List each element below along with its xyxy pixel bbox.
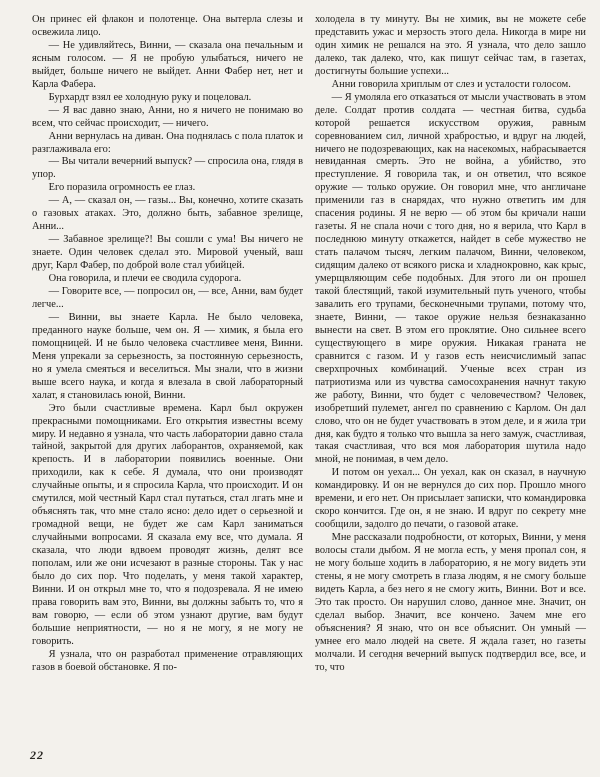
paragraph: Бурхардт взял ее холодную руку и поцеловал. xyxy=(48,91,252,103)
paragraph: И потом он уехал... Он уехал, как он сказал, в научную командировку. И он не вернулся до сих пор. Прошло много времени, и его нет. Он присылает записки, что командировка скоро кончится. Где он, я не знаю. И вдруг по секрету мне сообщили, задолго до печати, о газовой атаке. xyxy=(315,467,586,531)
paragraph: Анни говорила хриплым от слез и усталости голосом. xyxy=(331,78,571,90)
text-columns xyxy=(32,14,586,754)
page-number: 22 xyxy=(30,748,44,762)
paragraph: — Вы читали вечерний выпуск? — спросила она, глядя в упор. xyxy=(32,156,303,181)
right-column xyxy=(315,14,586,754)
paragraph: — Я вас давно знаю, Анни, но я ничего не понимаю во всем, что сейчас происходит, — ничего. xyxy=(32,104,303,129)
paragraph: Мне рассказали подробности, от которых, Винни, у меня волосы стали дыбом. Я не могла есть, у меня пропал сон, я не могу больше ходить в лабораторию, я не могу видеть эти стены, я не могу смотреть в глаза людям, я не смогу больше видеть Карла, а без него я не смогу жить, Винни. Вот и все. Это так просто. Он нарушил слово, данное мне. Значит, он сделал выбор. Значит, все кончено. Зачем мне его объяснения? Я знаю, что он все объяснит. Он умный — умнее его мало людей на свете. Я ждала газет, но газеты молчали. И сегодня вечерний выпуск подтвердил все, все, и то, что xyxy=(315,532,586,673)
paragraph: — Говорите все, — попросил он, — все, Анни, вам будет легче... xyxy=(32,286,303,310)
paragraph: Его поразила огромность ее глаз. xyxy=(48,182,196,194)
left-column xyxy=(32,14,303,754)
paragraph: Анни вернулась на диван. Она поднялась с пола платок и разглаживала его: xyxy=(32,130,303,155)
paragraph: — Я умоляла его отказаться от мысли участвовать в этом деле. Солдат против солдата — честная битва, судьба которой решается искусством оружия, равным соревнованием сил, личной храбростью, и вдруг на людей, ничего не подозревающих, как на насекомых, набрасывается невиданная смерть. Это не война, а убийство, это преступление. Я говорила так, и он ответил, что всякое оружие — только оружие. Он говорил мне, что англичане применили газ в снарядах, что нужно ответить им для спасения родины. Я не верю — об этом бы кричали наши газеты. Я не спала ночи с того дня, но я верила, что Карл в последнюю минуту откажется, найдет в себе мужество не стать палачом тысяч, легким палачом, Винни, человеком, сидящим далеко от всякого риска и хладнокровно, как крыс, умерщвляющим себе подобных. Для этого ли он прошел такой блестящий, такой изумительный путь ученого, чтобы завалить его трупами, бесконечными трупами, потому что, знаете, Винни, — такое оружие нельзя безнаказанно вынести на свет. В этом его проклятие. Оно сильнее всего существующего в мире оружия. Никакая граната не сравнится с газом. И у газов есть неисчислимый запас сверхпрочных комбинаций. Ученые всех стран из патриотизма или из чувства самосохранения начнут такую же работу, Винни, что будет с человечеством? Человек, изобретший пулемет, ангел по сравнению с Карлом. Он дал слово, что он не будет участвовать в этом деле, и я жила три дня, как будто я только что вышла за него замуж, счастливая, такая счастливая, что вся моя лаборатория шутила надо мной, не понимая, в чем дело. xyxy=(315,91,586,466)
paragraph: Это были счастливые времена. Карл был окружен прекрасными помощниками. Его открытия известны всему миру. И недавно я узнала, что часть лаборатории давно стала тайной, закрытой для других лаборантов, охраняемой, как крепость. И в лаборатории появились военные. Они приходили, как к себе. Я думала, что они производят случайные опыты, и я спросила Карла, что происходит. И он смутился, мой честный Карл стал путаться, стал лгать мне и объяснять так, что мне стало ясно: дело идет о серьезной и громадной вещи, не будет же сам Карл заниматься случайными вопросами. Я сказала ему все, что думала. Я сказала, что люди вдвоем проводят жизнь, делят все пополам, или же они исчезают в разные стороны. Так у нас было до сих пор. Что поделать, у меня такой характер, Винни. И он открыл мне то, что я подозревала. Я не имею права говорить вам это, Винни, вы должны забыть то, что я вам говорю, — если об этом узнают другие, вам будут большие неприятности, — но я не могу, я не могу не говорить. xyxy=(32,402,303,647)
paragraph: — Винни, вы знаете Карла. Не было человека, преданного науке больше, чем он. Я — химик, я была его помощницей. И не было человека счастливее меня, Винни. Меня упрекали за серьезность, за постоянную серьезность, но я умела смеяться и веселиться. Мы знали, что в жизни выше всего наука, и когда я влезала в свой лабораторный халат, я становилась юной, Винни. xyxy=(32,311,303,401)
paragraph: Она говорила, и плечи ее сводила судорога. xyxy=(48,273,242,285)
paragraph: Он принес ей флакон и полотенце. Она вытерла слезы и освежила лицо. xyxy=(32,14,303,38)
paragraph: холодела в ту минуту. Вы не химик, вы не можете себе представить ужас и мерзость этого дела. Никогда в мире ни один химик не решался на это. Я узнала, что дело зашло далеко, так далеко, что, как пишут сейчас там, в газетах, достигнуты большие успехи... xyxy=(315,14,586,77)
paragraph: — Забавное зрелище?! Вы сошли с ума! Вы ничего не знаете. Один человек сделал это. Мировой ученый, ваш друг, Карл Фабер, по доброй воле стал убийцей. xyxy=(32,234,303,272)
paragraph: — А, — сказал он, — газы... Вы, конечно, хотите сказать о газовых атаках. Это, должно быть, забавное зрелище, Анни... xyxy=(32,195,303,233)
paragraph: Я узнала, что он разработал применение отравляющих газов в боевой обстановке. Я по- xyxy=(32,648,303,673)
paragraph: — Не удивляйтесь, Винни, — сказала она печальным и ясным голосом. — Я не пробую улыбаться, ничего не выйдет, больше ничего не выйдет. Анни Фабер нет, нет и Карла Фабера. xyxy=(32,39,303,90)
